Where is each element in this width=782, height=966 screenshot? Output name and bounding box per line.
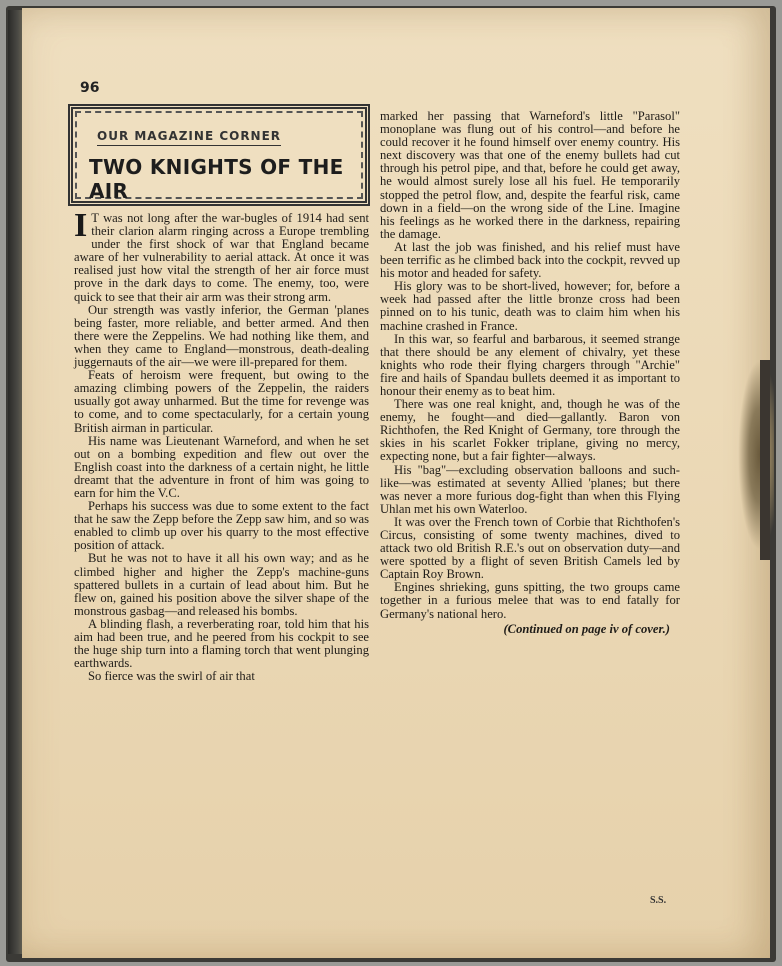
paragraph: Perhaps his success was due to some extent to the fact that he saw the Zepp before the Zepp saw him, and so was enabled to climb up over his quarry to the most effective position of attack. — [74, 499, 369, 553]
paragraph: A blinding flash, a reverberating roar, told him that his aim had been true, and he peered from his cockpit to see the huge ship turn into a flaming torch that went plunging earthwards. — [74, 616, 369, 671]
left-column — [74, 207, 369, 684]
drop-cap: I — [74, 207, 88, 244]
paragraph: Engines shrieking, guns spitting, the two groups came together in a furious melee that was to end fatally for Germany's national hero. — [380, 580, 680, 621]
author-initials: S.S. — [650, 895, 667, 906]
paragraph: But he was not to have it all his own way; and as he climbed higher and higher the Zepp's machine-guns spattered bullets in a curtain of lead about him. But he flew on, gained his position above the silver shape of the monstrous gasbag—and released his bombs. — [74, 551, 369, 618]
right-column — [380, 110, 680, 636]
paragraph: Our strength was vastly inferior, the German 'planes being faster, more reliable, and better armed. And then there were the Zeppelins. We had nothing like them, and when they came to England—monstrous, death-dealing juggernauts of the air—we were ill-prepared for them. — [74, 302, 369, 370]
paragraph: So fierce was the swirl of air that — [88, 669, 255, 684]
paragraph: marked her passing that Warneford's little "Parasol" monoplane was flung out of his control—and before he could recover it he found himself over enemy country. His next discovery was that one of the enemy bullets had cut through his petrol pipe, and that, before he could get away, he would almost surely lose all his fuel. He temporarily stopped the petrol flow, and, despite the fearful risk, came down in a field—on the wrong side of the Line. Imagine his feelings as he worked there in the darkness, repairing the damage. — [380, 109, 680, 241]
title-box — [68, 104, 370, 206]
paragraph: At last the job was finished, and his relief must have been terrific as he climbed back into the cockpit, revved up his motor and headed for safety. — [380, 239, 680, 281]
page-number: 96 — [80, 80, 100, 96]
paragraph: His "bag"—excluding observation balloons and such-like—was estimated at seventy Allied 'planes; but there was never a more furious dog-fight than when this Flying Uhlan met his own Waterloo. — [380, 462, 680, 516]
paragraph: T was not long after the war-bugles of 1914 had sent their clarion alarm ringing across a Europe trembling under the first shock of war that England became aware of her vulnerability to aerial attack. At once it was realised just how vital the strength of her air force must prove in the dark days to come. The enemy, too, were quick to see that their air arm was their strong arm. — [74, 211, 369, 304]
paragraph: His glory was to be short-lived, however; for, before a week had passed after the little bronze cross had been pinned on to his tunic, death was to claim him when his machine crashed in France. — [380, 279, 680, 333]
article-title: TWO KNIGHTS OF THE AIR — [89, 155, 344, 203]
paragraph: There was one real knight, and, though he was of the enemy, he fought—and died—gallantly. Baron von Richthofen, the Red Knight of Germany, tore through the skies in his scarlet Fokker triplane, giving no mercy, expecting none, but a fair fighter—always. — [380, 397, 680, 464]
continued-note: (Continued on page iv of cover.) — [503, 621, 670, 636]
paragraph: It was over the French town of Corbie that Richthofen's Circus, consisting of some twenty machines, dived to attack two old British R.E.'s out on observation duty—and were spotted by a flight of seven British Camels led by Captain Roy Brown. — [380, 514, 680, 582]
paragraph: His name was Lieutenant Warneford, and when he set out on a bombing expedition and flew out over the English coast into the darkness of a certain night, he little dreamt that the adventure in front of him was going to earn for him the V.C. — [74, 433, 369, 500]
page-edge — [760, 360, 770, 560]
paragraph: In this war, so fearful and barbarous, it seemed strange that there should be any element of chivalry, yet these knights who rode their flying chargers through "Archie" fire and hails of Spandau bullets deemed it as important to honour their enemy as to beat him. — [380, 331, 680, 398]
section-kicker: OUR MAGAZINE CORNER — [97, 129, 281, 146]
paragraph: Feats of heroism were frequent, but owing to the amazing climbing powers of the Zeppelin, the raiders usually got away unharmed. But the time for revenge was to come, and to come spectacularly, for a certain young British airman in particular. — [74, 368, 369, 435]
